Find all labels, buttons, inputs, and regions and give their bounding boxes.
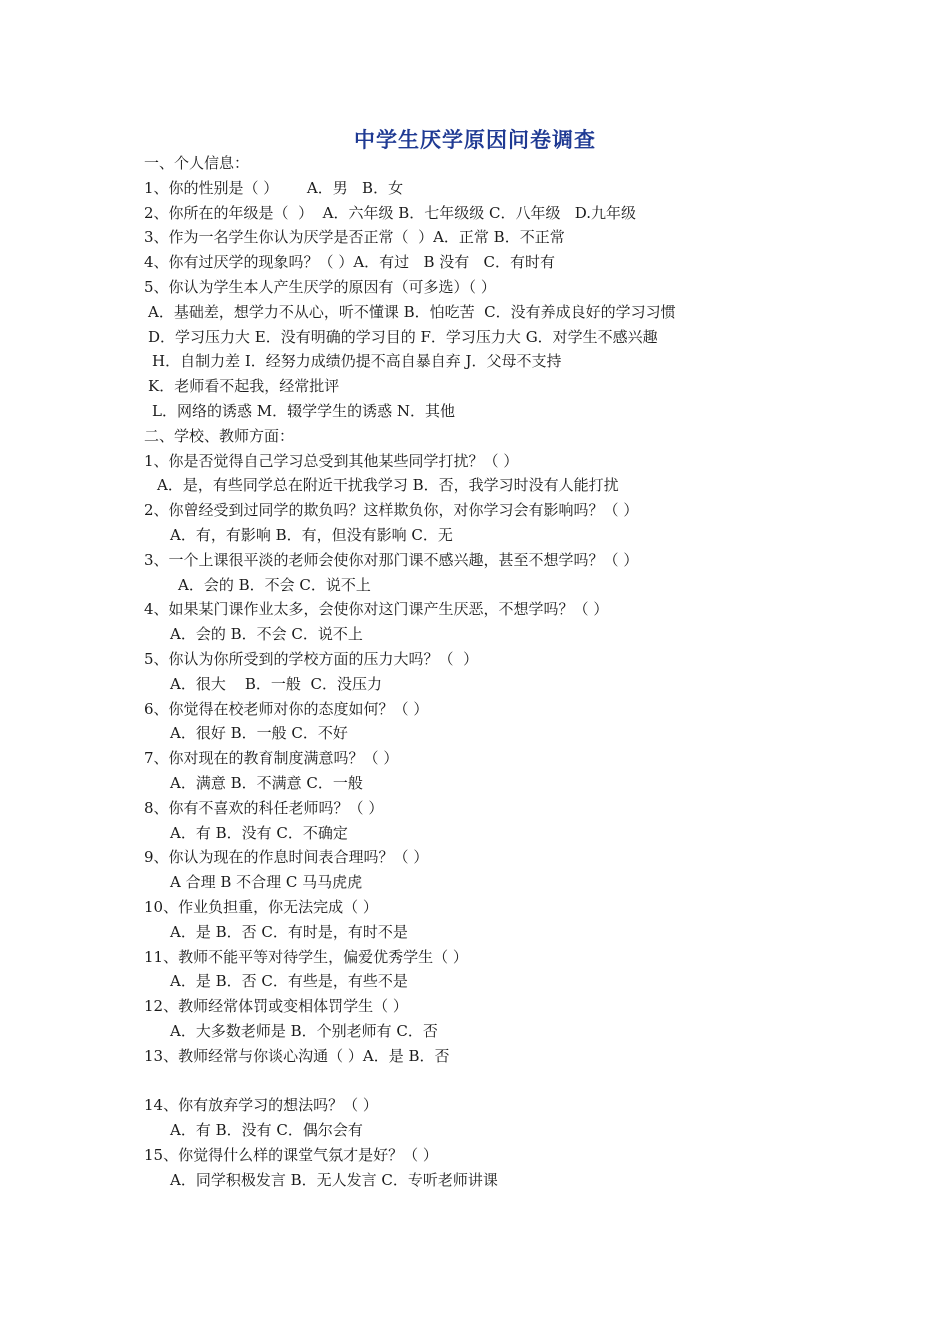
questionnaire-line: 4、如果某门课作业太多，会使你对这门课产生厌恶，不想学吗？（ ） <box>144 600 609 619</box>
questionnaire-line: K．老师看不起我，经常批评 <box>148 377 340 396</box>
questionnaire-line: 2、你所在的年级是（ ） A．六年级 B．七年级级 C．八年级 D.九年级 <box>144 203 637 222</box>
questionnaire-line: L．网络的诱惑 M．辍学学生的诱惑 N．其他 <box>152 401 455 420</box>
questionnaire-body <box>144 151 884 1192</box>
questionnaire-line: 11、教师不能平等对待学生，偏爱优秀学生（ ） <box>144 947 468 966</box>
questionnaire-line: 7、你对现在的教育制度满意吗？（ ） <box>144 749 399 768</box>
questionnaire-line: A．会的 B．不会 C．说不上 <box>170 625 363 644</box>
questionnaire-line: 5、你认为学生本人产生厌学的原因有（可多选）（ ） <box>144 277 496 296</box>
questionnaire-line: 一、个人信息： <box>144 154 250 172</box>
questionnaire-line: A．有 B．没有 C．不确定 <box>170 823 348 842</box>
questionnaire-line: A．基础差，想学力不从心，听不懂课 B．怕吃苦 C．没有养成良好的学习习惯 <box>148 302 676 321</box>
questionnaire-line: 2、你曾经受到过同学的欺负吗？这样欺负你，对你学习会有影响吗？（ ） <box>144 501 639 520</box>
questionnaire-line: D．学习压力大 E．没有明确的学习目的 F．学习压力大 G．对学生不感兴趣 <box>148 327 658 346</box>
questionnaire-line: 9、你认为现在的作息时间表合理吗？（ ） <box>144 848 429 867</box>
questionnaire-line: 1、你是否觉得自己学习总受到其他某些同学打扰？（ ） <box>144 451 519 470</box>
questionnaire-line: A．是 B．否 C．有些是，有些不是 <box>170 972 408 991</box>
questionnaire-line: 13、教师经常与你谈心沟通（ ）A．是 B．否 <box>144 1046 450 1065</box>
questionnaire-line: 10、作业负担重，你无法完成（ ） <box>144 897 378 916</box>
questionnaire-line: 12、教师经常体罚或变相体罚学生（ ） <box>144 997 408 1016</box>
questionnaire-line: A．是 B．否 C．有时是，有时不是 <box>170 922 408 941</box>
questionnaire-line: A．同学积极发言 B．无人发言 C．专听老师讲课 <box>170 1170 498 1189</box>
questionnaire-line: 14、你有放弃学习的想法吗？（ ） <box>144 1096 378 1115</box>
questionnaire-line: 8、你有不喜欢的科任老师吗？（ ） <box>144 798 384 817</box>
questionnaire-line: A．大多数老师是 B．个别老师有 C．否 <box>170 1021 438 1040</box>
questionnaire-line: A．满意 B．不满意 C．一般 <box>170 773 363 792</box>
questionnaire-line: 6、你觉得在校老师对你的态度如何？（ ） <box>144 699 429 718</box>
questionnaire-line: 3、一个上课很平淡的老师会使你对那门课不感兴趣，甚至不想学吗？（ ） <box>144 550 639 569</box>
questionnaire-line: A．是，有些同学总在附近干扰我学习 B．否，我学习时没有人能打扰 <box>157 476 619 495</box>
questionnaire-line: 5、你认为你所受到的学校方面的压力大吗？（ ） <box>144 649 479 668</box>
questionnaire-line: 3、作为一名学生你认为厌学是否正常（ ）A．正常 B．不正常 <box>144 228 565 247</box>
questionnaire-line <box>144 1068 884 1093</box>
document-title: 中学生厌学原因问卷调查 <box>354 128 596 152</box>
questionnaire-line: 4、你有过厌学的现象吗？（ ）A．有过 B 没有 C．有时有 <box>144 253 556 272</box>
questionnaire-line: A．会的 B．不会 C．说不上 <box>178 575 371 594</box>
questionnaire-line: A．有，有影响 B．有，但没有影响 C．无 <box>170 525 453 544</box>
questionnaire-line: A．很好 B．一般 C．不好 <box>170 724 348 743</box>
questionnaire-line: H．自制力差 I．经努力成绩仍提不高自暴自弃 J．父母不支持 <box>152 352 562 371</box>
questionnaire-line: 15、你觉得什么样的课堂气氛才是好？（ ） <box>144 1145 438 1164</box>
questionnaire-line: A．很大 B．一般 C．没压力 <box>170 674 382 693</box>
questionnaire-line: 1、你的性别是（ ） A．男 B．女 <box>144 178 404 197</box>
questionnaire-line: 二、学校、教师方面： <box>144 426 295 445</box>
questionnaire-line: A．有 B．没有 C．偶尔会有 <box>170 1121 363 1140</box>
questionnaire-line: A 合理 B 不合理 C 马马虎虎 <box>170 873 363 892</box>
